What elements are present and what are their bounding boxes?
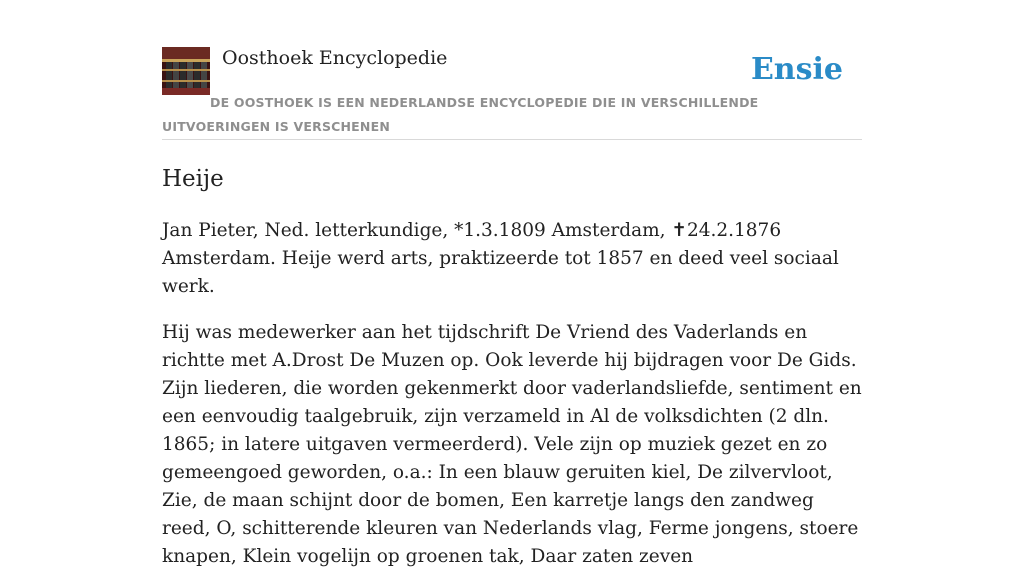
encyclopedia-books-icon[interactable]: [162, 47, 210, 95]
article-paragraph: Jan Pieter, Ned. letterkundige, *1.3.1809 Amsterdam, ✝24.2.1876 Amsterdam. Heije werd arts, praktizeerde tot 1857 en deed veel sociaal werk.: [162, 220, 839, 297]
brand-logo[interactable]: Ensie: [750, 52, 843, 87]
content-container: [162, 46, 862, 571]
page-title: Heije: [162, 166, 224, 192]
article-body: [162, 217, 862, 571]
article-paragraph: Hij was medewerker aan het tijdschrift De Vriend des Vaderlands en richtte met A.Drost De Muzen op. Ook leverde hij bijdragen voor De Gids. Zijn liederen, die worden gekenmerkt door vaderlandsliefde, sentiment en een eenvoudig taalgebruik, zijn verzameld in Al de volksdichten (2 dln. 1865; in latere uitgaven vermeerderd). Vele zijn op muziek gezet en zo gemeengoed geworden, o.a.: In een blauw geruiten kiel, De zilvervloot, Zie, de maan schijnt door de bomen, Een karretje langs den zandweg reed, O, schitterende kleuren van Nederlands vlag, Ferme jongens, stoere knapen, Klein vogelijn op groenen tak, Daar zaten zeven: [162, 322, 862, 567]
site-name[interactable]: Oosthoek Encyclopedie: [222, 47, 448, 69]
site-header: [162, 46, 862, 140]
site-tagline: DE OOSTHOEK IS EEN NEDERLANDSE ENCYCLOPEDIE DIE IN VERSCHILLENDE UITVOERINGEN IS VERSCHENEN: [162, 95, 759, 134]
